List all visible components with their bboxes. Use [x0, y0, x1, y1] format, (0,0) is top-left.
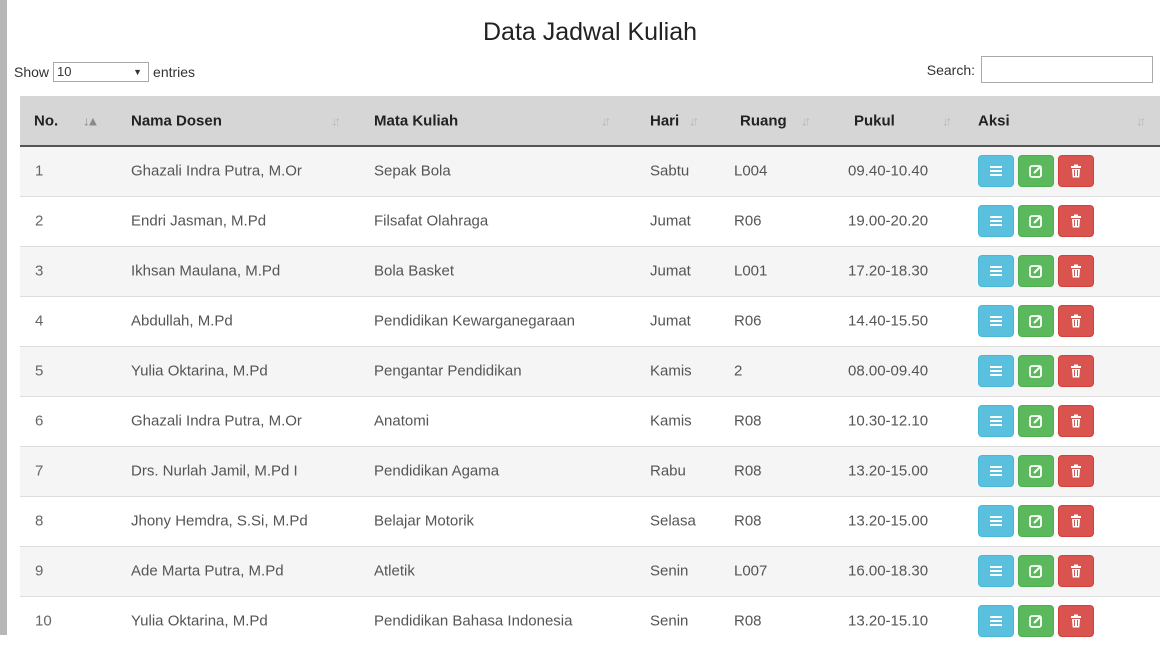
search-control	[927, 56, 1153, 83]
trash-icon	[1069, 164, 1083, 178]
action-buttons	[978, 605, 1094, 637]
sort-icon: ↓↑	[601, 113, 608, 128]
delete-button[interactable]	[1058, 455, 1094, 487]
lecturer-name: Ade Marta Putra, M.Pd	[131, 562, 284, 580]
cell-mata-kuliah	[356, 246, 624, 296]
cell-nama-dosen	[111, 496, 356, 546]
column-header-aksi[interactable]	[966, 96, 1160, 146]
sort-icon: ↓↑	[1136, 113, 1143, 128]
cell-hari	[624, 146, 712, 196]
time: 09.40-10.40	[848, 162, 929, 180]
trash-icon	[1069, 314, 1083, 328]
action-buttons	[978, 355, 1094, 387]
cell-pukul	[826, 596, 966, 646]
course-name: Bola Basket	[374, 262, 455, 280]
detail-button[interactable]	[978, 555, 1014, 587]
cell-no	[20, 546, 111, 596]
trash-icon	[1069, 414, 1083, 428]
cell-hari	[624, 446, 712, 496]
column-header-pukul[interactable]	[826, 96, 966, 146]
cell-nama-dosen	[111, 146, 356, 196]
column-header-hari[interactable]	[624, 96, 712, 146]
list-icon	[989, 314, 1003, 328]
cell-aksi	[966, 346, 1160, 396]
cell-mata-kuliah	[356, 146, 624, 196]
edit-button[interactable]	[1018, 605, 1054, 637]
cell-nama-dosen	[111, 546, 356, 596]
table-row	[20, 196, 1160, 246]
cell-no	[20, 596, 111, 646]
delete-button[interactable]	[1058, 155, 1094, 187]
cell-mata-kuliah	[356, 346, 624, 396]
edit-button[interactable]	[1018, 405, 1054, 437]
edit-button[interactable]	[1018, 355, 1054, 387]
course-name: Belajar Motorik	[374, 512, 475, 530]
row-number: 5	[35, 362, 44, 380]
cell-hari	[624, 546, 712, 596]
cell-nama-dosen	[111, 196, 356, 246]
course-name: Pendidikan Bahasa Indonesia	[374, 612, 573, 630]
cell-pukul	[826, 546, 966, 596]
entries-select[interactable]	[53, 62, 149, 82]
day: Senin	[650, 612, 689, 630]
row-number: 1	[35, 162, 44, 180]
column-header-label: No.	[34, 112, 59, 129]
row-number: 10	[35, 612, 52, 630]
day: Selasa	[650, 512, 696, 530]
course-name: Atletik	[374, 562, 415, 580]
cell-aksi	[966, 146, 1160, 196]
cell-ruang	[712, 446, 826, 496]
detail-button[interactable]	[978, 305, 1014, 337]
lecturer-name: Jhony Hemdra, S.Si, M.Pd	[131, 512, 308, 530]
cell-hari	[624, 246, 712, 296]
cell-pukul	[826, 496, 966, 546]
day: Senin	[650, 562, 689, 580]
cell-ruang	[712, 546, 826, 596]
list-icon	[989, 164, 1003, 178]
page-title: Data Jadwal Kuliah	[482, 18, 697, 46]
edit-button[interactable]	[1018, 505, 1054, 537]
cell-no	[20, 446, 111, 496]
delete-button[interactable]	[1058, 355, 1094, 387]
edit-button[interactable]	[1018, 255, 1054, 287]
cell-pukul	[826, 296, 966, 346]
trash-icon	[1069, 264, 1083, 278]
list-icon	[989, 414, 1003, 428]
row-number: 6	[35, 412, 44, 430]
cell-no	[20, 396, 111, 446]
action-buttons	[978, 505, 1094, 537]
cell-nama-dosen	[111, 296, 356, 346]
action-buttons	[978, 305, 1094, 337]
row-number: 9	[35, 562, 44, 580]
lecturer-name: Ghazali Indra Putra, M.Or	[131, 412, 302, 430]
column-header-mata-kuliah[interactable]	[356, 96, 624, 146]
cell-ruang	[712, 346, 826, 396]
day: Jumat	[650, 312, 691, 330]
day: Kamis	[650, 412, 692, 430]
search-label: Search:	[926, 61, 975, 78]
day: Rabu	[650, 462, 686, 480]
cell-hari	[624, 496, 712, 546]
action-buttons	[978, 555, 1094, 587]
list-icon	[989, 264, 1003, 278]
entries-label: entries	[153, 64, 196, 80]
trash-icon	[1069, 214, 1083, 228]
delete-button[interactable]	[1058, 555, 1094, 587]
room: R08	[734, 462, 762, 480]
column-header-label: Nama Dosen	[131, 112, 222, 129]
detail-button[interactable]	[978, 605, 1014, 637]
edit-button[interactable]	[1018, 305, 1054, 337]
row-number: 3	[35, 262, 44, 280]
cell-no	[20, 496, 111, 546]
cell-mata-kuliah	[356, 546, 624, 596]
length-control	[14, 62, 195, 82]
edit-icon	[1029, 514, 1043, 528]
course-name: Pengantar Pendidikan	[374, 362, 522, 380]
detail-button[interactable]	[978, 255, 1014, 287]
time: 14.40-15.50	[848, 312, 929, 330]
course-name: Sepak Bola	[374, 162, 451, 180]
column-header-label: Hari	[650, 112, 680, 129]
edit-button[interactable]	[1018, 555, 1054, 587]
schedule-table	[20, 96, 1160, 646]
table-row	[20, 396, 1160, 446]
cell-aksi	[966, 446, 1160, 496]
cell-ruang	[712, 246, 826, 296]
edit-icon	[1029, 464, 1043, 478]
left-border	[0, 0, 7, 635]
lecturer-name: Endri Jasman, M.Pd	[131, 212, 267, 230]
room: R08	[734, 612, 762, 630]
column-header-nama-dosen[interactable]	[111, 96, 356, 146]
time: 10.30-12.10	[848, 412, 929, 430]
course-name: Pendidikan Kewarganegaraan	[374, 312, 575, 330]
delete-button[interactable]	[1058, 505, 1094, 537]
course-name: Anatomi	[374, 412, 430, 430]
detail-button[interactable]	[978, 505, 1014, 537]
cell-hari	[624, 196, 712, 246]
time: 13.20-15.00	[848, 462, 929, 480]
column-header-label: Ruang	[740, 112, 787, 129]
delete-button[interactable]	[1058, 605, 1094, 637]
cell-no	[20, 296, 111, 346]
lecturer-name: Yulia Oktarina, M.Pd	[131, 612, 268, 630]
column-header-label: Mata Kuliah	[374, 112, 459, 129]
room: R08	[734, 412, 762, 430]
action-buttons	[978, 455, 1094, 487]
list-icon	[989, 564, 1003, 578]
cell-no	[20, 346, 111, 396]
cell-mata-kuliah	[356, 496, 624, 546]
cell-no	[20, 196, 111, 246]
cell-aksi	[966, 546, 1160, 596]
edit-button[interactable]	[1018, 205, 1054, 237]
cell-hari	[624, 346, 712, 396]
cell-ruang	[712, 396, 826, 446]
edit-icon	[1029, 214, 1043, 228]
cell-pukul	[826, 246, 966, 296]
sort-icon: ↓↑	[331, 113, 338, 128]
cell-nama-dosen	[111, 346, 356, 396]
list-icon	[989, 214, 1003, 228]
cell-aksi	[966, 396, 1160, 446]
table-row	[20, 596, 1160, 646]
cell-hari	[624, 396, 712, 446]
column-header-label: Pukul	[854, 112, 895, 129]
list-icon	[989, 464, 1003, 478]
day: Sabtu	[650, 162, 690, 180]
cell-nama-dosen	[111, 446, 356, 496]
cell-hari	[624, 296, 712, 346]
cell-pukul	[826, 446, 966, 496]
delete-button[interactable]	[1058, 255, 1094, 287]
room: L001	[734, 262, 768, 280]
course-name: Filsafat Olahraga	[374, 212, 489, 230]
cell-aksi	[966, 296, 1160, 346]
edit-button[interactable]	[1018, 455, 1054, 487]
cell-pukul	[826, 146, 966, 196]
list-icon	[989, 364, 1003, 378]
day: Jumat	[650, 212, 691, 230]
table-header-row	[20, 96, 1160, 146]
cell-pukul	[826, 346, 966, 396]
cell-no	[20, 146, 111, 196]
table-row	[20, 296, 1160, 346]
cell-ruang	[712, 296, 826, 346]
room: 2	[734, 362, 743, 380]
trash-icon	[1069, 464, 1083, 478]
lecturer-name: Yulia Oktarina, M.Pd	[131, 362, 268, 380]
cell-aksi	[966, 496, 1160, 546]
cell-mata-kuliah	[356, 196, 624, 246]
trash-icon	[1069, 614, 1083, 628]
course-name: Pendidikan Agama	[374, 462, 500, 480]
edit-icon	[1029, 264, 1043, 278]
cell-no	[20, 246, 111, 296]
day: Jumat	[650, 262, 691, 280]
delete-button[interactable]	[1058, 205, 1094, 237]
detail-button[interactable]	[978, 155, 1014, 187]
entries-select-value: 10	[57, 64, 72, 79]
delete-button[interactable]	[1058, 405, 1094, 437]
room: R06	[734, 212, 762, 230]
time: 08.00-09.40	[848, 362, 929, 380]
sort-icon: ↓↑	[942, 113, 949, 128]
lecturer-name: Drs. Nurlah Jamil, M.Pd I	[131, 462, 298, 480]
edit-icon	[1029, 364, 1043, 378]
time: 13.20-15.00	[848, 512, 929, 530]
row-number: 7	[35, 462, 44, 480]
time: 13.20-15.10	[848, 612, 929, 630]
chevron-down-icon: ▼	[133, 67, 143, 77]
time: 17.20-18.30	[848, 262, 929, 280]
row-number: 2	[35, 212, 44, 230]
table-row	[20, 246, 1160, 296]
search-input[interactable]	[981, 56, 1153, 83]
table-row	[20, 146, 1160, 196]
detail-button[interactable]	[978, 355, 1014, 387]
cell-mata-kuliah	[356, 446, 624, 496]
edit-button[interactable]	[1018, 155, 1054, 187]
cell-ruang	[712, 146, 826, 196]
delete-button[interactable]	[1058, 305, 1094, 337]
row-number: 4	[35, 312, 44, 330]
table-row	[20, 346, 1160, 396]
lecturer-name: Ikhsan Maulana, M.Pd	[131, 262, 281, 280]
sort-icon: ↓↑	[689, 113, 696, 128]
sort-icon: ↓↑	[801, 113, 808, 128]
table-row	[20, 496, 1160, 546]
column-header-label: Aksi	[978, 112, 1010, 129]
cell-hari	[624, 596, 712, 646]
cell-pukul	[826, 196, 966, 246]
day: Kamis	[650, 362, 692, 380]
action-buttons	[978, 155, 1094, 187]
detail-button[interactable]	[978, 405, 1014, 437]
cell-aksi	[966, 246, 1160, 296]
detail-button[interactable]	[978, 205, 1014, 237]
detail-button[interactable]	[978, 455, 1014, 487]
list-icon	[989, 514, 1003, 528]
trash-icon	[1069, 364, 1083, 378]
edit-icon	[1029, 564, 1043, 578]
cell-nama-dosen	[111, 596, 356, 646]
edit-icon	[1029, 414, 1043, 428]
trash-icon	[1069, 514, 1083, 528]
action-buttons	[978, 255, 1094, 287]
list-icon	[989, 614, 1003, 628]
room: R08	[734, 512, 762, 530]
edit-icon	[1029, 614, 1043, 628]
room: L007	[734, 562, 768, 580]
lecturer-name: Ghazali Indra Putra, M.Or	[131, 162, 302, 180]
room: R06	[734, 312, 762, 330]
cell-mata-kuliah	[356, 596, 624, 646]
cell-ruang	[712, 196, 826, 246]
lecturer-name: Abdullah, M.Pd	[131, 312, 233, 330]
room: L004	[734, 162, 768, 180]
sort-asc-icon: ↓▲	[83, 113, 97, 128]
cell-ruang	[712, 596, 826, 646]
cell-mata-kuliah	[356, 396, 624, 446]
table-row	[20, 546, 1160, 596]
trash-icon	[1069, 564, 1083, 578]
column-header-no[interactable]	[20, 96, 111, 146]
time: 16.00-18.30	[848, 562, 929, 580]
column-header-ruang[interactable]	[712, 96, 826, 146]
cell-nama-dosen	[111, 396, 356, 446]
cell-aksi	[966, 196, 1160, 246]
cell-nama-dosen	[111, 246, 356, 296]
table-row	[20, 446, 1160, 496]
cell-pukul	[826, 396, 966, 446]
time: 19.00-20.20	[848, 212, 929, 230]
action-buttons	[978, 405, 1094, 437]
action-buttons	[978, 205, 1094, 237]
edit-icon	[1029, 314, 1043, 328]
cell-ruang	[712, 496, 826, 546]
show-label: Show	[14, 64, 50, 80]
edit-icon	[1029, 164, 1043, 178]
cell-aksi	[966, 596, 1160, 646]
cell-mata-kuliah	[356, 296, 624, 346]
row-number: 8	[35, 512, 44, 530]
